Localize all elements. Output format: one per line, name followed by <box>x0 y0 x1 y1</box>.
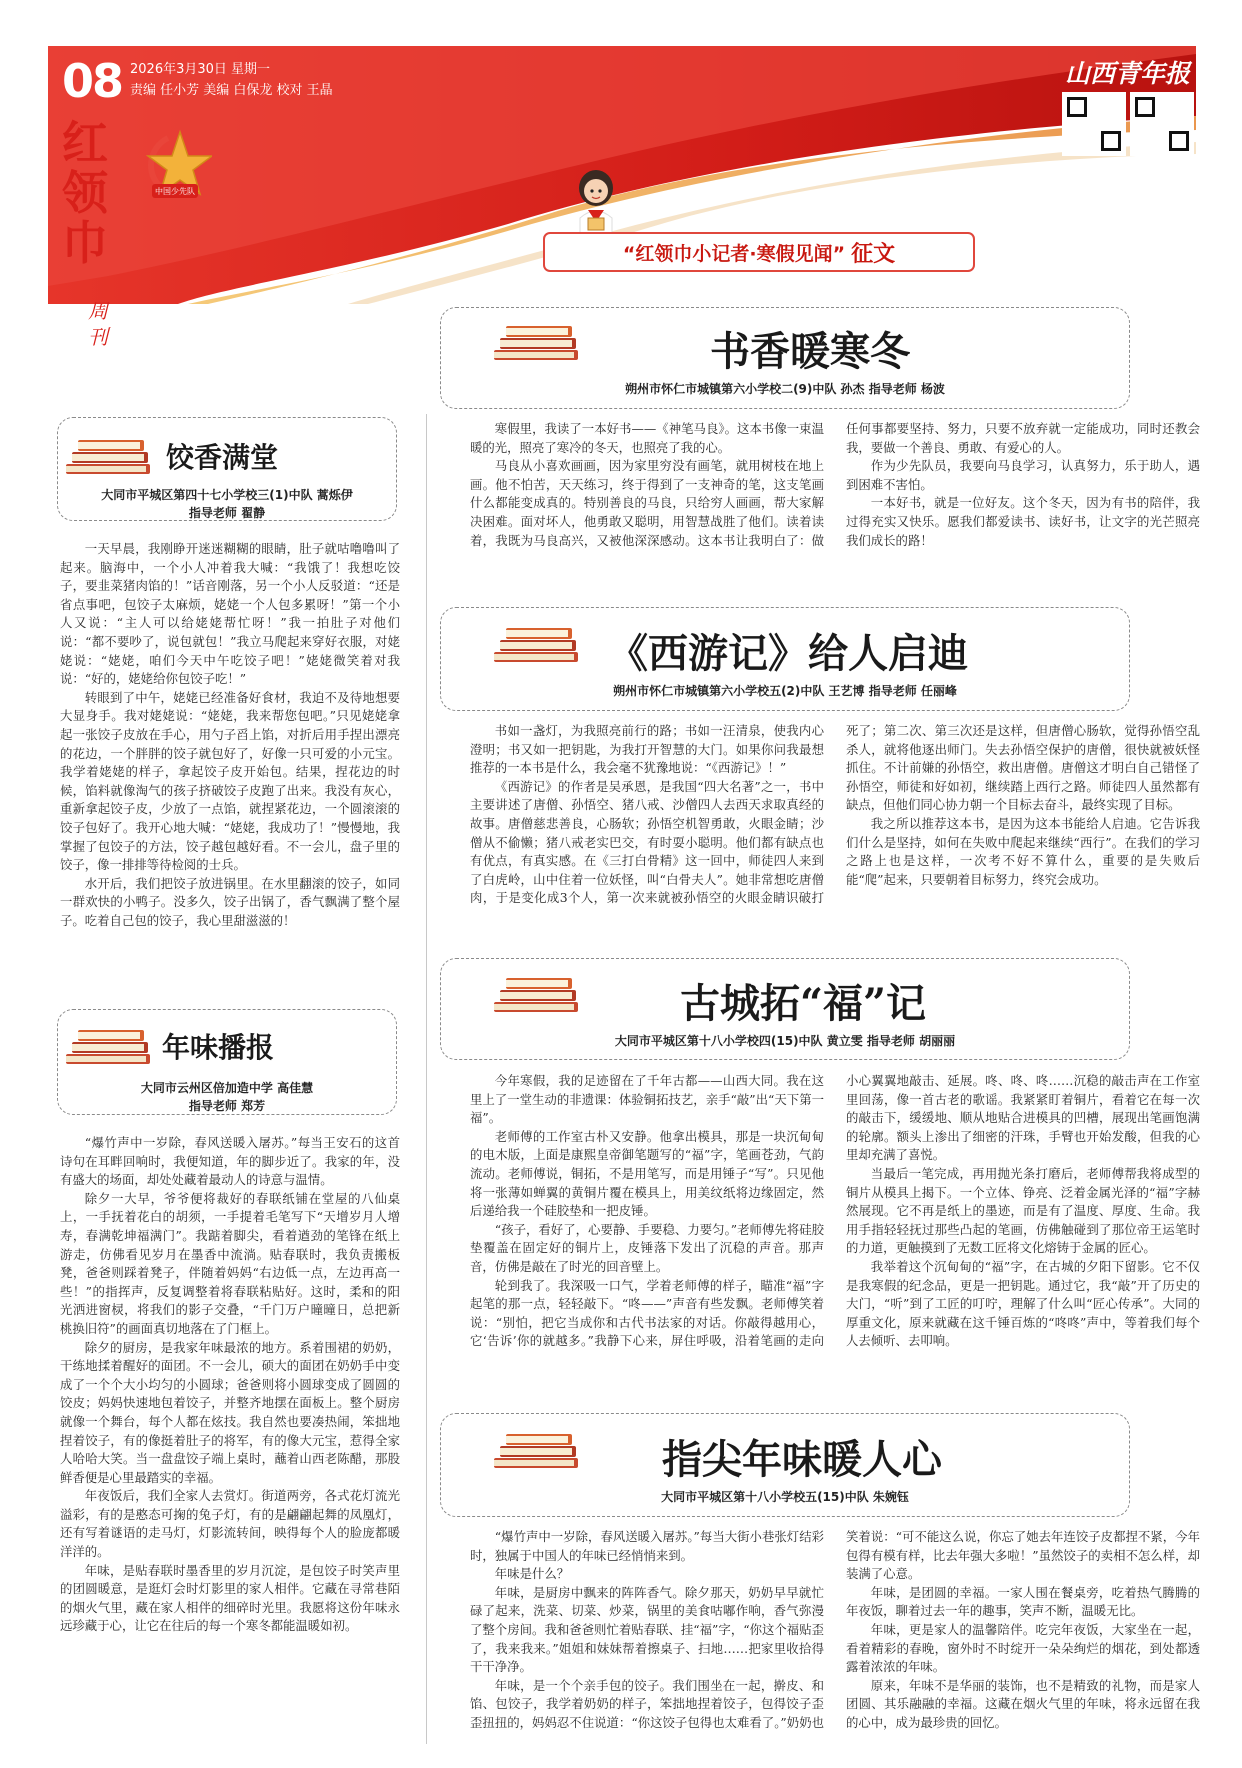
pioneer-badge-text: 中国少先队 <box>155 187 195 196</box>
books-icon <box>62 1024 158 1066</box>
article-title: 指尖年味暖人心 <box>662 1436 942 1483</box>
paragraph: 一天早晨，我刚睁开迷迷糊糊的眼睛，肚子就咕噜噜叫了起来。脑海中，一个小人冲着我大喊：“我饿了！我想吃饺子，要韭菜猪肉馅的！”话音刚落，另一个小人反驳道：“还是省点事吧，包饺子太麻烦，姥姥一个人包多累呀！”第一个小人又说：“主人可以给姥姥帮忙呀！”我一拍肚子对他们说：“都不要吵了，说包就包！”我立马爬起来穿好衣服，对姥姥说：“姥姥，咱们今天中午吃饺子吧！”姥姥微笑着对我说：“好的，姥姥给你包饺子吃！” <box>60 541 400 687</box>
article-byline: 朔州市怀仁市城镇第六小学校五(2)中队 王艺博 指导老师 任丽峰 <box>613 684 957 698</box>
article-byline: 大同市云州区倍加造中学 高佳慧 <box>140 1081 314 1095</box>
article-body <box>60 1134 400 1744</box>
article-advisor: 指导老师 郑芳 <box>188 1099 266 1113</box>
books-icon <box>62 434 158 476</box>
name-char-2: 领 <box>62 166 108 220</box>
paragraph: “爆竹声中一岁除，春风送暖入屠苏。”每当王安石的这首诗句在耳畔回响时，我便知道，年的脚步近了。我家的年，没有盛大的场面，却处处藏着最动人的诗意与温情。 <box>60 1135 400 1188</box>
paragraph: 作为少先队员，我要向马良学习，认真努力，乐于助人，遇到困难不害怕。 <box>846 458 1200 492</box>
paragraph: 年味，是一个个亲手包的饺子。我们围坐在一起，擀皮、和馅、包饺子，我学着奶奶的样子，笨拙地捏着饺子，包得饺子歪歪扭扭的，妈妈忍不住说道：“你这饺子包得也太难看了。”奶奶也笑着说：“可不能这么说，你忘了她去年连饺子皮都捏不紧，今年包得有模有样，比去年强大多啦！”虽然饺子的卖相不怎么样，却装满了心意。 <box>470 1529 1200 1730</box>
page-number: 08 <box>62 54 123 108</box>
paragraph: 轮到我了。我深吸一口气，学着老师傅的样子，瞄准“福”字起笔的那一点，轻轻敲下。“咚——”声音有些发飘。老师傅笑着说：“别怕，把它当成你和古代书法家的对话。你敲得越用心，它‘告诉’你的就越多。”我静下心来，屏住呼吸，沿着笔画的走向小心翼翼地敲击、延展。咚、咚、咚……沉稳的敲击声在工作室里回荡，像一首古老的歌谣。我紧紧盯着铜片，看着它在每一次的敲击下，缓缓地、顺从地贴合进模具的凹槽，展现出笔画饱满的轮廓。额头上渗出了细密的汗珠，手臂也开始发酸，但我的心里却充满了喜悦。 <box>470 1073 1200 1349</box>
paragraph: 水开后，我们把饺子放进锅里。在水里翻滚的饺子，如同一群欢快的小鸭子。没多久，饺子出锅了，香气飘满了整个屋子。吃着自己包的饺子，我心里甜滋滋的！ <box>60 875 400 928</box>
paragraph: 寒假里，我读了一本好书——《神笔马良》。这本书像一束温暖的光，照亮了寒冷的冬天，也照亮了我的心。 <box>470 421 824 455</box>
issue-date: 2026年3月30日 星期一 <box>130 62 271 77</box>
publication-name <box>62 118 110 268</box>
paragraph: 一本好书，就是一位好友。这个冬天，因为有书的陪伴，我过得充实又快乐。愿我们都爱读书、读好书，让文字的光芒照亮我们成长的路！ <box>846 495 1200 548</box>
paragraph: “爆竹声中一岁除，春风送暖入屠苏。”每当大街小巷张灯结彩时，独属于中国人的年味已经悄悄来到。 <box>470 1529 824 1563</box>
qr-code-icon[interactable] <box>1062 92 1126 156</box>
article-advisor: 指导老师 翟静 <box>188 506 266 520</box>
books-icon <box>490 320 586 362</box>
paragraph: 今年寒假，我的足迹留在了千年古都——山西大同。我在这里上了一堂生动的非遗课：体验铜拓技艺，亲手“敲”出“天下第一福”。 <box>470 1073 824 1126</box>
editor-credits: 责编 任小芳 美编 白保龙 校对 王晶 <box>130 83 333 98</box>
paragraph: 年夜饭后，我们全家人去赏灯。街道两旁，各式花灯流光溢彩，有的是憨态可掬的兔子灯，有的是翩翩起舞的凤凰灯，还有写着谜语的走马灯，灯影流转间，映得每个人的脸庞都暖洋洋的。 <box>60 1488 400 1560</box>
books-icon <box>490 622 586 664</box>
girl-reporter-icon <box>568 166 624 236</box>
books-icon <box>490 972 586 1014</box>
name-char-3: 巾 <box>62 216 108 270</box>
banner-text: “红领巾小记者·寒假见闻” <box>622 242 846 265</box>
article-title: 古城拓“福”记 <box>680 980 927 1027</box>
paragraph: 转眼到了中午，姥姥已经准备好食材，我迫不及待地想要大显身手。我对姥姥说：“姥姥，我来帮您包吧。”只见姥姥拿起一张饺子皮放在手心，用勺子舀上馅，对折后用手捏出漂亮的花边，一个胖胖的饺子就包好了，好像一只可爱的小元宝。我学着姥姥的样子，拿起饺子皮开始包。结果，捏花边的时候，馅料就像淘气的孩子挤破饺子皮跑了出来。我没有灰心，重新拿起饺子皮，少放了一点馅，就捏紧花边，一个圆滚滚的饺子包好了。我开心地大喊：“姥姥，我成功了！”慢慢地，我掌握了包饺子的方法，饺子越包越好看。不一会儿，盘子里的饺子，像一排排等待检阅的士兵。 <box>60 689 400 873</box>
paragraph: 我举着这个沉甸甸的“福”字，在古城的夕阳下留影。它不仅是我寒假的纪念品，更是一把钥匙。通过它，我“敲”开了历史的大门，“听”到了工匠的叮咛，理解了什么叫“匠心传承”。大同的厚重文化，原来就藏在这千锤百炼的“咚咚”声中，等着我们每个人去倾听、去叩响。 <box>846 1258 1200 1349</box>
paragraph: 原来，年味不是华丽的装饰，也不是精致的礼物，而是家人团圆、其乐融融的幸福。这藏在烟火气里的年味，将永远留在我的心中，成为最珍贵的回忆。 <box>846 1677 1200 1730</box>
article-byline: 大同市平城区第十八小学校五(15)中队 朱婉钰 <box>661 1490 909 1504</box>
paragraph: 年味，是贴春联时墨香里的岁月沉淀，是包饺子时笑声里的团圆暖意，是逛灯会时灯影里的家人相伴。它藏在寻常巷陌的烟火气里，藏在家人相伴的细碎时光里。我愿将这份年味永远珍藏于心，让它在往后的每一个寒冬都能温暖如初。 <box>60 1562 400 1634</box>
paragraph: 年味是什么？ <box>494 1566 570 1582</box>
paragraph: 除夕一大早，爷爷便将裁好的春联纸铺在堂屋的八仙桌上，一手抚着花白的胡须，一手提着毛笔写下“天增岁月人增寿，春满乾坤福满门”。我踮着脚尖，看着遒劲的笔锋在纸上游走，仿佛看见岁月在墨香中流淌。贴春联时，我负责搬板凳，爸爸则踩着凳子，伴随着妈妈“右边低一点，左边再高一些！”的指挥声，反复调整着将春联粘贴好。这时，柔和的阳光洒进窗棂，将我们的影子交叠，“千门万户曈曈日，总把新桃换旧符”的画面真切地落在了门框上。 <box>60 1190 400 1336</box>
article-body <box>470 722 1200 956</box>
qr-code-icon-2[interactable] <box>1130 92 1194 156</box>
article-byline: 朔州市怀仁市城镇第六小学校二(9)中队 孙杰 指导老师 杨波 <box>625 382 945 396</box>
banner-tag: 征文 <box>851 241 896 267</box>
weekly-label <box>88 298 110 350</box>
article-byline: 大同市平城区第十八小学校四(15)中队 黄立雯 指导老师 胡丽丽 <box>614 1034 956 1048</box>
paragraph: 我之所以推荐这本书，是因为这本书能给人启迪。它告诉我们什么是坚持，如何在失败中爬起来继续“西行”。在我们的学习之路上也是这样，一次考不好不算什么，重要的是失败后能“爬”起来，只要朝着目标努力，终究会成功。 <box>846 815 1200 887</box>
article-title: 年味播报 <box>162 1031 275 1064</box>
paragraph: 《西游记》的作者是吴承恩，是我国“四大名著”之一，书中主要讲述了唐僧、孙悟空、猪八戒、沙僧四人去西天求取真经的故事。唐僧慈悲善良，心肠软；孙悟空机智勇敢，火眼金睛；沙僧从不偷懒；猪八戒老实巴交，有时耍小聪明。他们都有缺点也有优点，有真实感。在《三打白骨精》这一回中，师徒四人来到了白虎岭，山中住着一位妖怪，叫“白骨夫人”。她非常想吃唐僧肉，于是变化成3个人，第一次来就被孙悟空的火眼金睛识破打死了；第二次、第三次还是这样，但唐僧心肠软，觉得孙悟空乱杀人，就将他逐出师门。失去孙悟空保护的唐僧，很快就被妖怪抓住。不计前嫌的孙悟空，救出唐僧。唐僧这才明白自己错怪了孙悟空，师徒和好如初，继续踏上西行之路。师徒四人虽然都有缺点，但他们同心协力朝一个目标去奋斗，最终实现了目标。 <box>470 723 1200 906</box>
young-pioneer-star-icon <box>138 128 212 208</box>
books-icon <box>490 1428 586 1470</box>
newspaper-logo: 山西青年报 <box>1065 59 1191 88</box>
paragraph: 马良从小喜欢画画，因为家里穷没有画笔，就用树枝在地上画。他不怕苦，天天练习，终于得到了一支神奇的笔，这支笔画什么都能变成真的。特别善良的马良，只给穷人画画，帮大家解决困难。面对坏人，他勇敢又聪明，用智慧战胜了他们。读着读着，我既为马良高兴，又被他深深感动。这本书让我明白了：做任何事都要坚持、努力，只要不放弃就一定能成功，同时还教会我，要做一个善良、勇敢、有爱心的人。 <box>470 421 1200 548</box>
article-body <box>470 420 1200 610</box>
paragraph: 年味，是厨房中飘来的阵阵香气。除夕那天，奶奶早早就忙碌了起来，洗菜、切菜、炒菜，锅里的美食咕嘟作响，香气弥漫了整个房间。我和爸爸则忙着贴春联、挂“福”字，“你这个福贴歪了，我来我来。”姐姐和妹妹帮着擦桌子、扫地……把家里收拾得干干净净。 <box>470 1584 824 1675</box>
name-char-1: 红 <box>62 116 108 170</box>
article-title: 《西游记》给人启迪 <box>608 630 968 677</box>
paragraph: 老师傅的工作室古朴又安静。他拿出模具，那是一块沉甸甸的电木版，上面是康熙皇帝御笔题写的“福”字，笔画苍劲，气韵流动。老师傅说，铜拓，不是用笔写，而是用锤子“写”。只见他将一张薄如蝉翼的黄铜片覆在模具上，用美纹纸将边缘固定，然后递给我一个硅胶垫和一把皮锤。 <box>470 1128 824 1219</box>
paragraph: 当最后一笔完成，再用抛光条打磨后，老师傅帮我将成型的铜片从模具上揭下。一个立体、铮亮、泛着金属光泽的“福”字赫然展现。它不再是纸上的墨迹，而是有了温度、厚度、生命。我用手指轻轻抚过那些凸起的笔画，仿佛触碰到了那位帝王运笔时的力道，更触摸到了无数工匠将文化熔铸于金属的匠心。 <box>846 1165 1200 1256</box>
article-body <box>60 540 400 985</box>
article-title: 饺香满堂 <box>166 441 279 474</box>
article-title: 书香暖寒冬 <box>710 328 910 375</box>
call-for-submissions-banner <box>543 232 975 272</box>
weekly-char-2: 刊 <box>88 325 108 349</box>
article-body <box>470 1528 1200 1744</box>
paragraph: 除夕的厨房，是我家年味最浓的地方。系着围裙的奶奶，干练地揉着醒好的面团。不一会儿，硕大的面团在奶奶手中变成了一个个大小均匀的小圆球；爸爸则将小圆球变成了圆圆的饺皮；妈妈快速地包着饺子，并整齐地摆在面板上。整个厨房就像一个舞台，每个人都在炫技。我自然也要凑热闹，笨拙地捏着饺子，有的像挺着肚子的将军，有的像大元宝，惹得全家人哈哈大笑。当一盘盘饺子端上桌时，蘸着山西老陈醋，那股鲜香便是心里最踏实的幸福。 <box>60 1339 400 1485</box>
weekly-char-1: 周 <box>88 299 108 323</box>
paragraph: 年味，更是家人的温馨陪伴。吃完年夜饭，大家坐在一起，看着精彩的春晚，窗外时不时绽开一朵朵绚烂的烟花，到处都透露着浓浓的年味。 <box>846 1621 1200 1675</box>
paragraph: “孩子，看好了，心要静、手要稳、力要匀。”老师傅先将硅胶垫覆盖在固定好的铜片上，皮锤落下发出了沉稳的声音。那声音，仿佛是敲在了时光的回音壁上。 <box>470 1221 824 1274</box>
column-divider <box>426 414 427 1744</box>
paragraph: 年味，是团圆的幸福。一家人围在餐桌旁，吃着热气腾腾的年夜饭，聊着过去一年的趣事，笑声不断，温暖无比。 <box>846 1584 1200 1619</box>
paragraph: 书如一盏灯，为我照亮前行的路；书如一汪清泉，使我内心澄明；书又如一把钥匙，为我打开智慧的大门。如果你问我最想推荐的一本书是什么，我会毫不犹豫地说：“《西游记》！” <box>470 723 824 776</box>
article-body <box>470 1072 1200 1408</box>
article-byline: 大同市平城区第四十七小学校三(1)中队 蒿烁伊 <box>101 488 353 502</box>
